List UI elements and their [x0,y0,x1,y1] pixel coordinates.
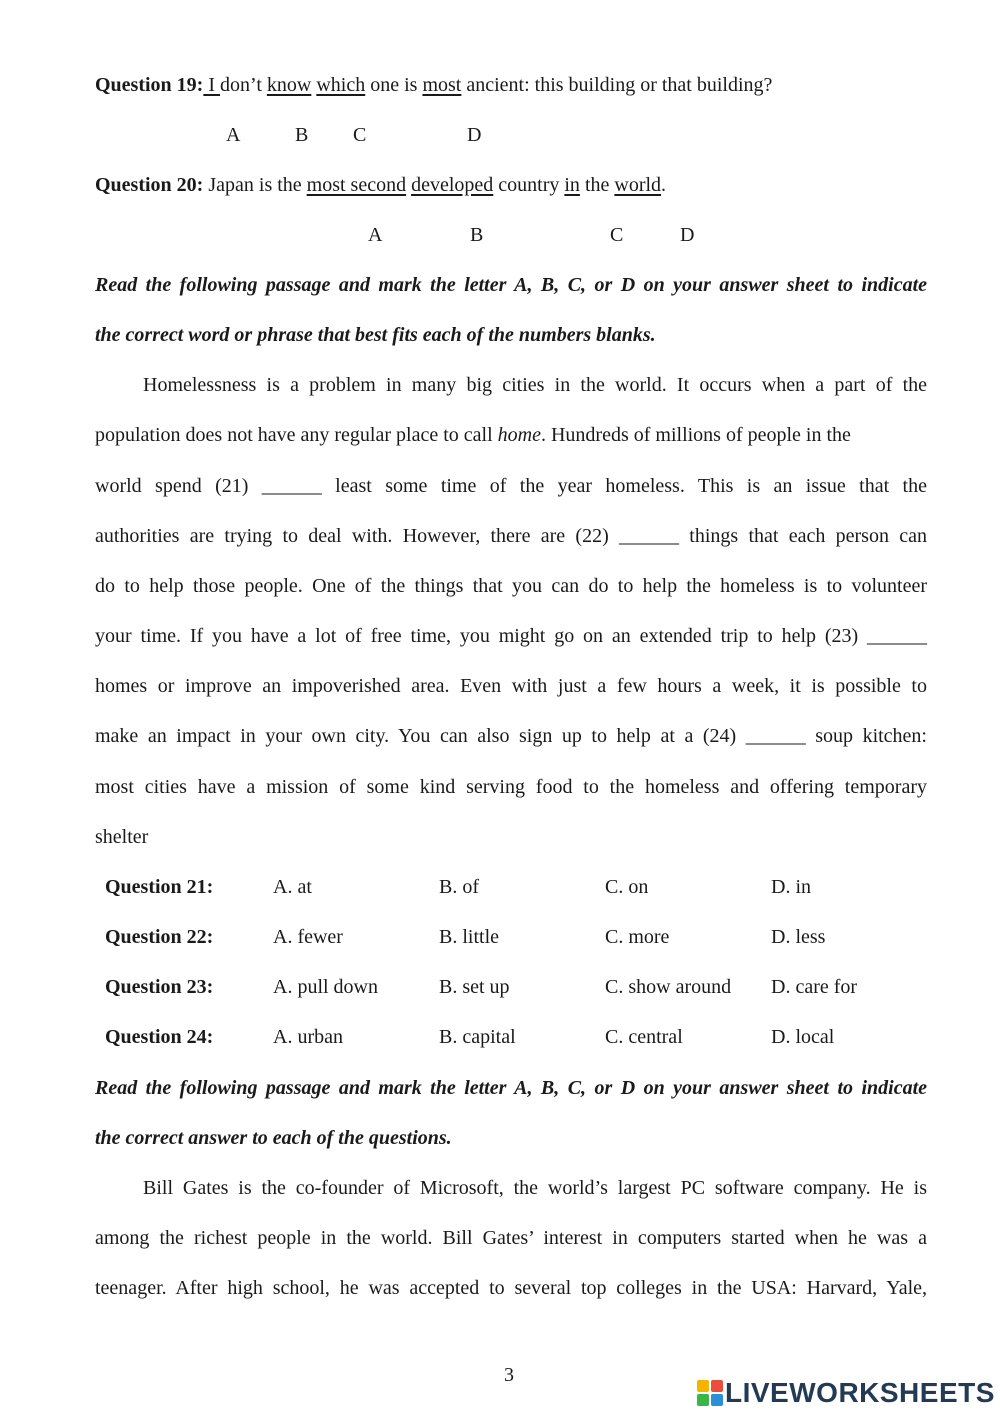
instruction-1-line-2: the correct word or phrase that best fits each of the numbers blanks. [95,324,656,346]
q19-option-c-text: which [316,74,366,96]
passage-1-line-9: most cities have a mission of some kind serving food to the homeless and offering temporary [95,776,927,798]
passage-1-line-4: authorities are trying to deal with. However, there are (22) ______ things that each person can [95,525,927,547]
instruction-2-line-1: Read the following passage and mark the letter A, B, C, or D on your answer sheet to indicate [95,1077,927,1099]
question-19: Question 19: I don’t know which one is most ancient: this building or that building? [95,74,773,96]
q21-option-a: A. at [273,876,312,898]
q21-option-c: C. on [605,876,649,898]
q20-letter-c: C [610,224,624,246]
liveworksheets-logo-icon [697,1380,723,1406]
q22-option-d: D. less [771,926,826,948]
q22-option-c: C. more [605,926,670,948]
q20-option-d-text: world [614,174,662,196]
q20-letter-a: A [368,224,383,246]
q23-option-d: D. care for [771,976,858,998]
q22-option-b: B. little [439,926,499,948]
q19-letter-d: D [467,124,482,146]
question-21-label: Question 21: [105,876,214,898]
question-20-label: Question 20: [95,174,204,196]
passage-1-line-7: homes or improve an impoverished area. Even with just a few hours a week, it is possible to [95,675,927,697]
q19-letter-a: A [226,124,241,146]
passage-1-line-6: your time. If you have a lot of free time, you might go on an extended trip to help (23) ______ [95,625,927,647]
liveworksheets-logo [697,1378,995,1408]
q20-letter-b: B [470,224,484,246]
q19-letter-b: B [295,124,309,146]
passage-1-line-10: shelter [95,826,149,848]
page-number: 3 [504,1364,514,1386]
q24-option-b: B. capital [439,1026,516,1048]
q22-option-a: A. fewer [273,926,343,948]
passage-1-emphasis: home [497,424,541,446]
question-20: Question 20: Japan is the most second developed country in the world. [95,174,667,196]
q20-option-c-text: in [564,174,580,196]
q24-option-a: A. urban [273,1026,343,1048]
passage-1-line-8: make an impact in your own city. You can also sign up to help at a (24) ______ soup kitchen: [95,725,927,747]
passage-2-line-2: among the richest people in the world. Bill Gates’ interest in computers started when he was a [95,1227,927,1249]
q21-option-b: B. of [439,876,479,898]
passage-2-line-3: teenager. After high school, he was accepted to several top colleges in the USA: Harvard, Yale, [95,1277,927,1299]
q23-option-c: C. show around [605,976,732,998]
q21-option-d: D. in [771,876,811,898]
passage-1-line-5: do to help those people. One of the things that you can do to help the homeless is to volunteer [95,575,927,597]
passage-1-line-2: population does not have any regular place to call home. Hundreds of millions of people in the [95,424,851,446]
q19-letter-c: C [353,124,367,146]
instruction-2-line-2: the correct answer to each of the questions. [95,1127,452,1149]
q24-option-d: D. local [771,1026,835,1048]
q19-option-d-text: most [422,74,462,96]
passage-2-line-1: Bill Gates is the co-founder of Microsoft, the world’s largest PC software company. He is [143,1177,927,1199]
q24-option-c: C. central [605,1026,683,1048]
question-24-label: Question 24: [105,1026,214,1048]
instruction-1-line-1: Read the following passage and mark the letter A, B, C, or D on your answer sheet to indicate [95,274,927,296]
passage-1-line-1: Homelessness is a problem in many big cities in the world. It occurs when a part of the [143,374,927,396]
q20-letter-d: D [680,224,695,246]
passage-1-line-3: world spend (21) ______ least some time of the year homeless. This is an issue that the [95,475,927,497]
question-23-label: Question 23: [105,976,214,998]
liveworksheets-logo-text: LIVEWORKSHEETS [725,1377,995,1408]
question-19-label: Question 19: [95,74,204,96]
q20-option-b-text: developed [411,174,494,196]
q19-option-b-text: know [266,74,312,96]
q23-option-a: A. pull down [273,976,378,998]
question-22-label: Question 22: [105,926,214,948]
q20-option-a-text: most second [306,174,407,196]
q19-option-a-text: I [203,74,221,96]
q23-option-b: B. set up [439,976,510,998]
